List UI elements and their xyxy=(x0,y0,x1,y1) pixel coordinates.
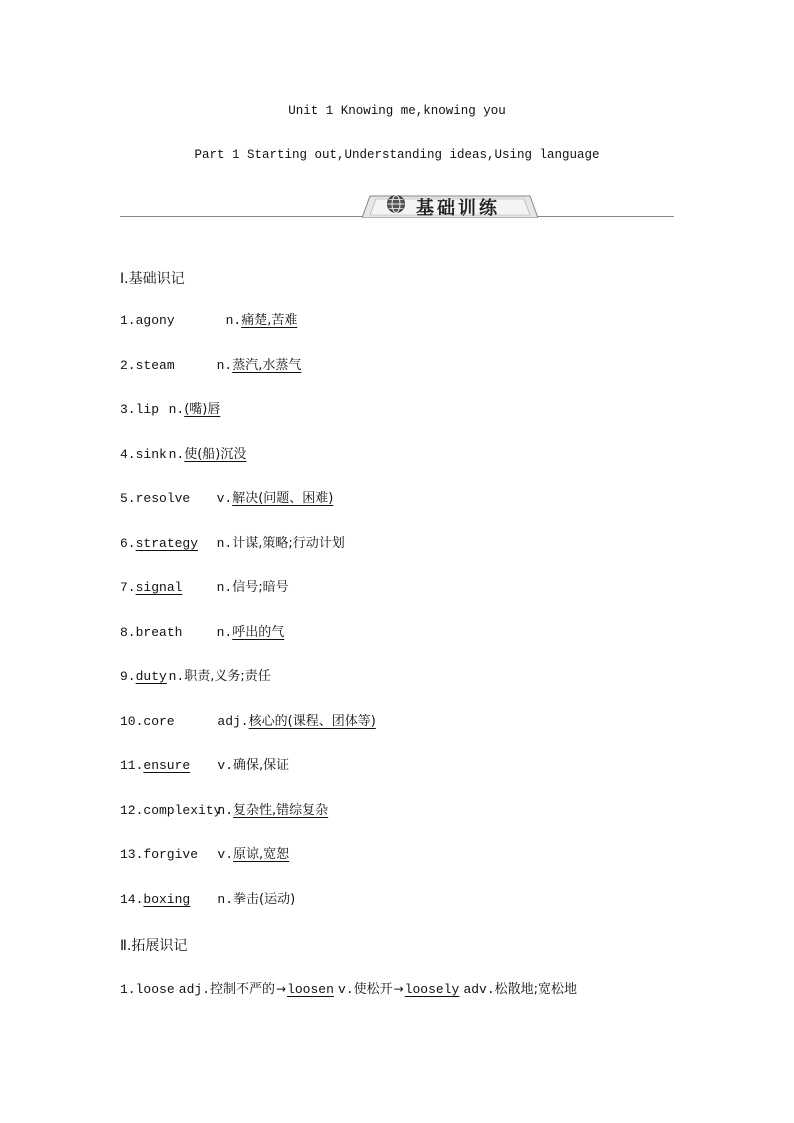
item-word: steam xyxy=(135,358,175,373)
item-pos: n. xyxy=(168,447,185,462)
item-word: signal xyxy=(135,580,183,595)
vocab-item-6 xyxy=(120,535,345,553)
item-pos: n. xyxy=(217,892,234,907)
vocab-item-5 xyxy=(120,490,333,508)
item-definition: 松散地;宽松地 xyxy=(494,982,578,997)
derived-word-adverb: loosely xyxy=(404,982,460,997)
item-word: duty xyxy=(135,669,167,684)
item-definition: 原谅,宽恕 xyxy=(233,847,290,862)
item-word: complexity xyxy=(143,803,222,818)
unit-title: Unit 1 Knowing me,knowing you xyxy=(288,104,506,118)
item-definition: 控制不严的 xyxy=(209,982,275,997)
item-definition: 呼出的气 xyxy=(232,625,285,640)
item-number: 3. xyxy=(120,402,136,417)
item-definition: (嘴)唇 xyxy=(184,402,221,417)
vocab-item-4 xyxy=(120,446,246,464)
item-number: 11. xyxy=(120,758,144,773)
item-word: core xyxy=(143,714,175,729)
vocab-item-13 xyxy=(120,846,289,864)
item-pos: adj. xyxy=(217,714,249,729)
item-pos: n. xyxy=(216,358,233,373)
item-number: 4. xyxy=(120,447,136,462)
item-word: strategy xyxy=(135,536,199,551)
item-number: 1. xyxy=(120,982,136,997)
item-word: ensure xyxy=(143,758,191,773)
vocab-item-12 xyxy=(120,802,328,820)
vocab-item-11 xyxy=(120,757,289,775)
item-pos: n. xyxy=(216,625,233,640)
item-definition: 使(船)沉没 xyxy=(184,447,247,462)
item-definition: 解决(问题、困难) xyxy=(232,491,334,506)
item-number: 7. xyxy=(120,580,136,595)
banner-label: 基础训练 xyxy=(416,198,500,219)
vocab-item-10 xyxy=(120,713,376,731)
item-pos: n. xyxy=(216,580,233,595)
item-number: 2. xyxy=(120,358,136,373)
item-word: resolve xyxy=(135,491,191,506)
item-word: boxing xyxy=(143,892,191,907)
vocab-item-14 xyxy=(120,891,295,909)
item-definition: 复杂性,错综复杂 xyxy=(233,803,329,818)
item-definition: 使松开 xyxy=(353,982,393,997)
item-number: 1. xyxy=(120,313,136,328)
vocab-item-7 xyxy=(120,579,289,597)
item-pos: n. xyxy=(217,803,234,818)
vocab-item-1 xyxy=(120,312,297,330)
item-pos: adv. xyxy=(463,982,495,997)
item-word: lip xyxy=(135,402,160,417)
derived-word-verb: loosen xyxy=(287,982,334,997)
item-definition: 痛楚,苦难 xyxy=(241,313,298,328)
item-pos: n. xyxy=(216,536,233,551)
item-definition: 核心的(课程、团体等) xyxy=(248,714,376,729)
item-number: 14. xyxy=(120,892,144,907)
item-pos: n. xyxy=(168,669,185,684)
item-pos: v. xyxy=(338,982,354,997)
vocab-item-8 xyxy=(120,624,284,642)
item-definition: 蒸汽,水蒸气 xyxy=(232,358,302,373)
vocab-item-3 xyxy=(120,401,220,419)
item-number: 12. xyxy=(120,803,144,818)
item-number: 13. xyxy=(120,847,144,862)
item-number: 9. xyxy=(120,669,136,684)
item-word: sink xyxy=(135,447,167,462)
item-pos: adj. xyxy=(178,982,210,997)
item-definition: 信号;暗号 xyxy=(232,580,289,595)
item-pos: v. xyxy=(217,847,234,862)
globe-icon xyxy=(386,194,406,214)
item-number: 8. xyxy=(120,625,136,640)
item-number: 6. xyxy=(120,536,136,551)
vocab-item-9 xyxy=(120,668,271,686)
part-title: Part 1 Starting out,Understanding ideas,Using language xyxy=(194,148,600,162)
section1-heading: Ⅰ.基础识记 xyxy=(120,271,185,287)
item-word: forgive xyxy=(143,847,199,862)
section-banner xyxy=(120,192,674,224)
item-definition: 拳击(运动) xyxy=(233,892,296,907)
item-definition: 确保,保证 xyxy=(233,758,290,773)
item-word: agony xyxy=(135,313,175,328)
arrow-icon: → xyxy=(393,982,404,996)
item-definition: 职责,义务;责任 xyxy=(184,669,271,684)
item-word: loose xyxy=(135,982,175,997)
item-number: 5. xyxy=(120,491,136,506)
item-pos: n. xyxy=(225,313,242,328)
item-definition: 计谋,策略;行动计划 xyxy=(232,536,345,551)
arrow-icon: → xyxy=(276,982,287,996)
vocab-item-2 xyxy=(120,357,301,375)
item-pos: v. xyxy=(217,758,234,773)
item-number: 10. xyxy=(120,714,144,729)
section2-heading: Ⅱ.拓展识记 xyxy=(120,938,188,954)
item-pos: n. xyxy=(168,402,185,417)
item-word: breath xyxy=(135,625,183,640)
extended-item-1 xyxy=(120,980,577,999)
item-pos: v. xyxy=(216,491,233,506)
